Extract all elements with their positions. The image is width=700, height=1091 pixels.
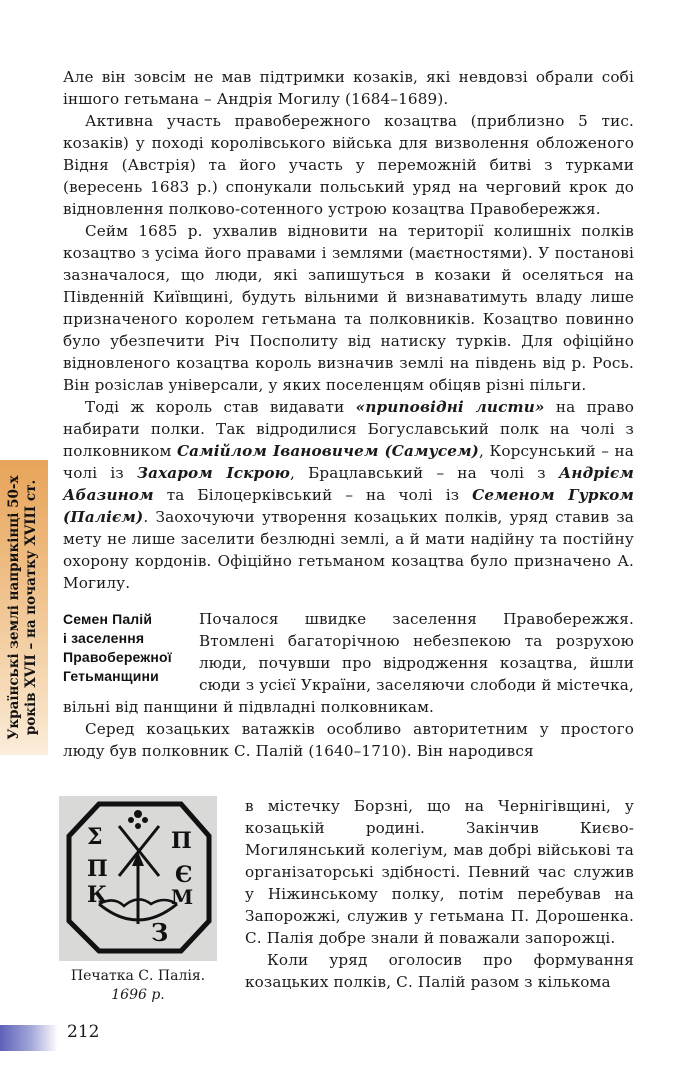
chapter-title — [0, 460, 48, 755]
text-run: в містечку Борзні, що на Чернігівщині, у козацькій родині. Закінчив Києво-Могилянський колегіум, мав добрі військові та організаторські здібності. Певний час служив у Ніжинському полку, потім перебував на Запорожжі, служив у гетьмана П. Дорошенка. С. Палія добре знали й поважали запорожці. — [245, 797, 634, 947]
svg-text:П: П — [87, 856, 108, 882]
page-body — [63, 66, 634, 768]
marginal-heading-line: Правобережної — [63, 649, 172, 665]
chapter-title-line2: років XVII – на початку XVIII ст. — [23, 479, 39, 736]
paragraph-7: Коли уряд оголосив про формування козацьких полків, С. Палій разом з кількома — [245, 951, 634, 991]
svg-text:М: М — [171, 885, 194, 909]
text-run: та Білоцерківський – на чолі із — [153, 486, 473, 504]
page-number-bar — [0, 1025, 58, 1051]
svg-text:Σ: Σ — [87, 824, 103, 850]
text-run: Тоді ж король став видавати — [85, 398, 356, 416]
text-run: , Брацлавський – на чолі з — [289, 464, 559, 482]
marginal-heading-line: Семен Палій — [63, 611, 153, 627]
svg-text:З: З — [151, 918, 169, 947]
paragraph-3: Сейм 1685 р. ухвалив відновити на території колишніх полків козацтво з усіма його правами і землями (маєтностями). У постанові зазначалося, що люди, які запишуться в козаки й оселяться на Південній Київщині, будуть вільними й визнаватимуть владу лише призначеного королем гетьмана та полковників. Козацтво повинно було убезпечити Річ Посполиту від натиску турків. Для офіційно відновленого козацтва король визначив землі на південь від р. Рось. Він розіслав універсали, у яких поселенцям обіцяв різні пільги. — [63, 222, 634, 394]
caption-year: 1696 р. — [111, 987, 165, 1003]
emphasis-name: Семеном Гурком (Палієм) — [63, 486, 635, 526]
svg-text:П: П — [171, 828, 192, 854]
seal-image-icon — [59, 796, 217, 961]
chapter-side-tab — [0, 460, 48, 755]
text-run: Серед козацьких ватажків особливо авторитетним у простого люду був полковник С. Палій (1640–1710). Він народився — [63, 720, 634, 760]
paragraph-2: Активна участь правобережного козацтва (приблизно 5 тис. козаків) у поході королівського війська для визволення обложеного Відня (Австрія) та його участь у переможній битві з турками (вересень 1683 р.) спонукали польський уряд на черговий крок до відновлення полково-сотенного устрою козацтва Правобережжя. — [63, 112, 634, 218]
seal-figure — [59, 796, 234, 1005]
emphasis-name: Самійлом Івановичем (Самусем) — [176, 442, 479, 460]
page-number: 212 — [67, 1022, 100, 1042]
marginal-heading-line: і заселення — [63, 630, 145, 646]
paragraph-1: Але він зовсім не мав підтримки козаків, які невдовзі обрали собі іншого гетьмана – Андрія Могилу (1684–1689). — [63, 68, 634, 108]
text-run: . Заохочуючи утворення козацьких полків, уряд ставив за мету не лише заселити безлюдні землі, а й мати надійну та постійну охорону кордонів. Офіційно гетьманом козацтва було призначено А. Могилу. — [63, 508, 634, 592]
paragraph-6-lead — [63, 718, 634, 762]
paragraph-5: Почалося швидке заселення Правобережжя. Втомлені багаторічною небезпекою та розрухою люди, почувши про відродження козацтва, йшли сюди з усієї України, заселяючи слободи й містечка, вільні від панщини й підвладні полковникам. — [63, 610, 634, 716]
emphasis-name: Захаром Іскрою — [136, 464, 290, 482]
chapter-title-line1: Українські землі наприкінці 50-х — [6, 475, 22, 740]
text-run: на право набирати полки. Так відродилися Богуславський полк на чолі з полковником — [63, 398, 634, 460]
svg-text:Є: Є — [175, 862, 193, 888]
paragraph-4 — [63, 396, 634, 594]
section-semen-paliy — [63, 608, 634, 762]
text-run: , Корсунський – на чолі із — [63, 442, 634, 482]
caption-text: Печатка С. Палія. — [70, 968, 206, 984]
svg-text:К: К — [87, 882, 108, 908]
marginal-heading — [63, 610, 199, 686]
emphasis-name: Андрієм Абазином — [63, 464, 634, 504]
emphasis-term: «приповідні листи» — [355, 398, 545, 416]
marginal-heading-line: Гетьманщини — [63, 668, 159, 684]
figure-caption — [59, 967, 217, 1005]
paragraph-6-continued — [245, 795, 634, 993]
